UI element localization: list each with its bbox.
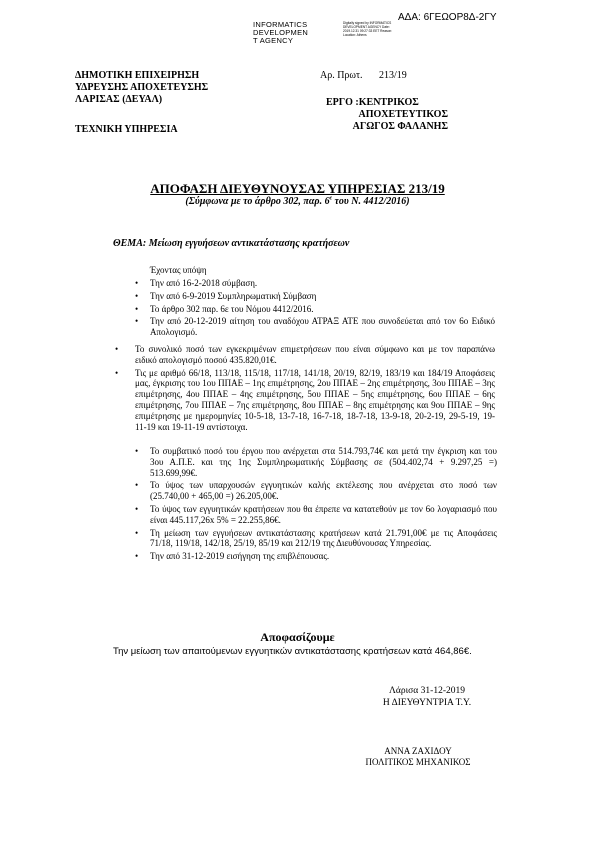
stamp-line-1: INFORMATICS xyxy=(253,20,308,29)
decision-subtitle: (Σύμφωνα με το άρθρο 302, παρ. $6^\varepsilon$ του Ν. 4412/2016) xyxy=(185,195,410,207)
list-item: • Το συμβατικό ποσό του έργου που ανέρχεται στα 514.793,74€ και μετά την έγκριση και του 3ου Α.Π.Ε. και της 1ης Συμπληρωματικής Σύμβασης σε (504.402,74 + 9.297,25 =) 513.699,99€. xyxy=(135,446,497,478)
work-line-2: ΑΠΟΧΕΤΕΥΤΙΚΟΣ xyxy=(358,109,448,120)
protocol-number xyxy=(320,70,421,81)
digital-signature-stamp xyxy=(253,20,393,51)
considerations-list-3 xyxy=(135,446,497,564)
considerations-list-1 xyxy=(135,278,495,340)
protocol-label: Αρ. Πρωτ. xyxy=(320,70,363,81)
list-item: • Το ύψος των εγγυητικών κρατήσεων που θα έπρεπε να κατατεθούν με τον 6ο λογαριασμό που είναι 445.117,26x 5% = 22.255,86€. xyxy=(135,503,497,525)
bullet-icon: • xyxy=(135,527,139,538)
list-item: • Τις με αριθμό 66/18, 113/18, 115/18, 117/18, 141/18, 20/19, 82/19, 183/19 και 184/19 Αποφάσεις μας, έγκρισης του 1ου ΠΠΑΕ – 1ης επιμέτρησης, 2ου ΠΠΑΕ – 2ης επιμέτρησης, 3ου ΠΠΑΕ – 3ης επιμέτρησης, 4ου ΠΠΑΕ – 4ης επιμέτρησης, 5ου ΠΠΑΕ – 5ης επιμέτρησης, 6ου ΠΠΑΕ – 6ης επιμέτρησης, 7ου ΠΠΑΕ – 7ης επιμέτρησης, 8ου ΠΠΑΕ – 8ης επιμέτρησης και 9ου ΠΠΑΕ – 9ης επιμέτρησης με ημερομηνίες 10-5-18, 13-7-18, 16-7-18, 18-7-18, 13-9-18, 20-2-19, 29-5-19, 19-11-19 και 19-11-19 αντίστοιχα. xyxy=(115,367,495,432)
work-title xyxy=(326,97,448,133)
bullet-icon: • xyxy=(135,303,139,314)
place-date: Λάρισα 31-12-2019 xyxy=(389,686,465,696)
bullet-icon: • xyxy=(135,551,139,562)
list-item: • Το ύψος των υπαρχουσών εγγυητικών καλής εκτέλεσης που ανέρχεται στο ποσό των (25.740,00 + 465,00 =) 26.205,00€. xyxy=(135,480,497,502)
list-item: • Την από 31-12-2019 εισήγηση της επιβλέπουσας. xyxy=(135,551,330,562)
stamp-line-3: T AGENCY xyxy=(253,36,294,45)
decision-heading: Αποφασίζουμε xyxy=(260,630,335,644)
list-item: • Την από 20-12-2019 αίτηση του αναδόχου ΑΤΡΑΞ ΑΤΕ που συνοδεύεται από τον 6ο Ειδικό Απολογισμό. xyxy=(135,316,495,338)
bullet-icon: • xyxy=(135,278,139,288)
bullet-icon: • xyxy=(135,503,139,514)
intro-text: Έχοντας υπόψη xyxy=(150,265,207,275)
bullet-icon: • xyxy=(115,367,119,378)
bullet-icon: • xyxy=(135,316,139,327)
stamp-line-2: DEVELOPMEN xyxy=(253,28,309,37)
org-line-1: ΔΗΜΟΤΙΚΗ ΕΠΙΧΕΙΡΗΣΗ xyxy=(75,70,200,81)
bullet-icon: • xyxy=(115,344,119,354)
work-line-3: ΑΓΩΓΟΣ ΦΑΛΑΝΗΣ xyxy=(352,121,448,132)
subject: ΘΕΜΑ: Μείωση εγγυήσεων αντικατάστασης κρατήσεων xyxy=(113,238,350,249)
work-line-1: ΕΡΓΟ :ΚΕΝΤΡΙΚΟΣ xyxy=(326,97,419,108)
place-date-block xyxy=(352,685,502,709)
org-line-3: ΛΑΡΙΣΑΣ (ΔΕΥΑΛ) xyxy=(75,94,163,105)
list-item: • Τη μείωση των εγγυήσεων αντικατάστασης κρατήσεων κατά 21.791,00€ με τις Αποφάσεις 71/18, 119/18, 142/18, 25/19, 85/19 και 212/19 της Διευθύνουσας Υπηρεσίας. xyxy=(135,527,497,549)
organization-header xyxy=(75,70,275,106)
list-item: • Την από 16-2-2018 σύμβαση. xyxy=(135,278,258,288)
decision-title: ΑΠΟΦΑΣΗ ΔΙΕΥΘΥΝΟΥΣΑΣ ΥΠΗΡΕΣΙΑΣ 213/19 xyxy=(150,181,445,196)
list-item: • Το συνολικό ποσό των εγκεκριμένων επιμετρήσεων που είναι σύμφωνο και με τον παραπάνω ειδικό απολογισμό ποσού 435.820,01€. xyxy=(115,344,495,365)
list-item: • Το άρθρο 302 παρ. 6ε του Νόμου 4412/2016. xyxy=(135,303,314,314)
list-item: • Την από 6-9-2019 Συμπληρωματική Σύμβαση xyxy=(135,290,317,301)
department: ΤΕΧΝΙΚΗ ΥΠΗΡΕΣΙΑ xyxy=(75,124,178,135)
stamp-small-text: Digitally signed by INFORMATICS DEVELOPMENT AGENCY Date: 2019.12.31 09:27:33 EET Reason: Location: Athens xyxy=(343,21,393,37)
bullet-icon: • xyxy=(135,480,139,491)
director-title: Η ΔΙΕΥΘΥΝΤΡΙΑ Τ.Υ. xyxy=(382,698,472,708)
org-line-2: ΥΔΡΕΥΣΗΣ ΑΠΟΧΕΤΕΥΣΗΣ xyxy=(75,82,209,93)
protocol-value: 213/19 xyxy=(379,70,407,81)
bullet-icon: • xyxy=(135,446,139,456)
signer-title: ΠΟΛΙΤΙΚΟΣ ΜΗΧΑΝΙΚΟΣ xyxy=(365,757,471,767)
bullet-icon: • xyxy=(135,290,139,301)
signer-name: ΑΝΝΑ ΖΑΧΙΔΟΥ xyxy=(384,746,452,756)
decision-text: Την μείωση των απαιτούμενων εγγυητικών αντικατάστασης κρατήσεων κατά 464,86€. xyxy=(113,646,472,657)
signature-block xyxy=(333,746,503,768)
ada-code: ΑΔΑ: 6ΓΕΩΟΡ8Δ-2ΓΥ xyxy=(398,12,497,23)
considerations-list-2 xyxy=(115,344,495,434)
